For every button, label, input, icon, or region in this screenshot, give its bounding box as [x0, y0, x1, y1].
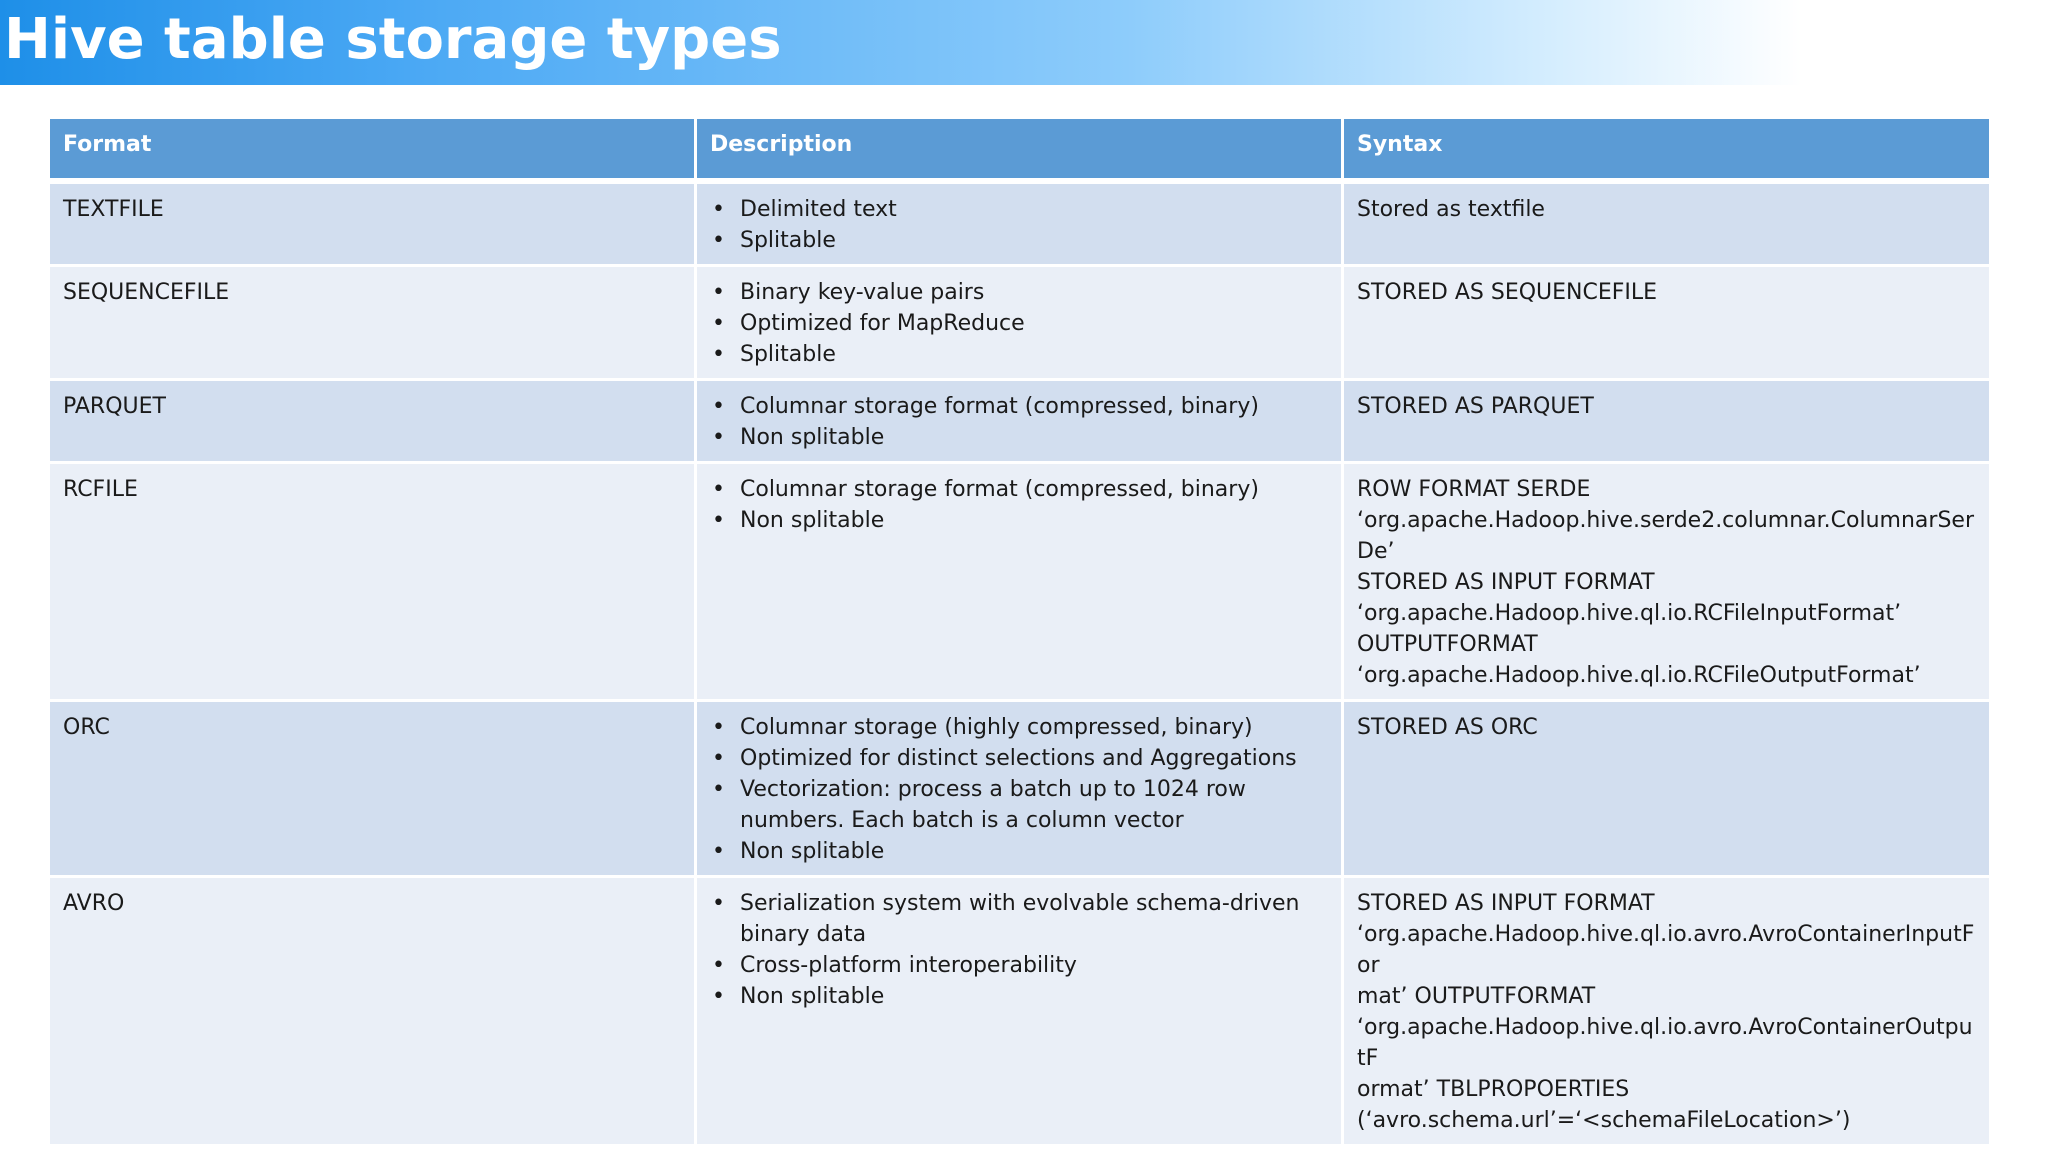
list-item: • Optimized for distinct selections and Aggregations — [710, 743, 1329, 774]
description-list — [710, 194, 1329, 256]
syntax-line: mat’ OUTPUTFORMAT — [1357, 984, 1596, 1009]
syntax-line: STORED AS SEQUENCEFILE — [1357, 280, 1658, 305]
syntax-cell — [1343, 380, 1991, 463]
list-item: • Columnar storage format (compressed, binary) — [710, 391, 1329, 422]
description-cell — [696, 877, 1343, 1146]
syntax-line: STORED AS INPUT FORMAT — [1357, 570, 1655, 595]
list-item: • Binary key-value pairs — [710, 277, 1329, 308]
description-list — [710, 712, 1329, 867]
list-item: • Serialization system with evolvable schema-driven binary data — [710, 888, 1329, 950]
description-list — [710, 888, 1329, 1012]
list-item: • Optimized for MapReduce — [710, 308, 1329, 339]
syntax-cell — [1343, 181, 1991, 266]
list-item: • Delimited text — [710, 194, 1329, 225]
syntax-line: ROW FORMAT SERDE — [1357, 477, 1591, 502]
description-cell — [696, 266, 1343, 380]
list-item: • Columnar storage (highly compressed, binary) — [710, 712, 1329, 743]
syntax-line: Stored as textfile — [1357, 197, 1545, 222]
description-list — [710, 474, 1329, 536]
list-item: • Non splitable — [710, 422, 1329, 453]
description-cell — [696, 380, 1343, 463]
list-item: • Non splitable — [710, 505, 1329, 536]
format-cell: ORC — [49, 701, 696, 877]
description-list — [710, 391, 1329, 453]
list-item: • Vectorization: process a batch up to 1024 row numbers. Each batch is a column vector — [710, 774, 1329, 836]
header-description: Description — [696, 118, 1343, 182]
syntax-line: ‘org.apache.Hadoop.hive.ql.io.avro.AvroContainerInputFor — [1357, 922, 1975, 978]
syntax-line: ‘org.apache.Hadoop.hive.serde2.columnar.ColumnarSerDe’ — [1357, 508, 1974, 564]
format-cell: TEXTFILE — [49, 181, 696, 266]
header-syntax: Syntax — [1343, 118, 1991, 182]
syntax-line: ‘org.apache.Hadoop.hive.ql.io.RCFileInputFormat’ — [1357, 601, 1902, 626]
format-cell: PARQUET — [49, 380, 696, 463]
description-cell — [696, 701, 1343, 877]
description-cell — [696, 181, 1343, 266]
table-row — [49, 877, 1991, 1146]
page-title: Hive table storage types — [4, 7, 782, 72]
description-list — [710, 277, 1329, 370]
storage-types-table — [47, 116, 1992, 1147]
list-item: • Non splitable — [710, 836, 1329, 867]
syntax-line: STORED AS ORC — [1357, 715, 1538, 740]
syntax-cell — [1343, 463, 1991, 701]
title-bar — [0, 0, 2048, 85]
syntax-cell — [1343, 877, 1991, 1146]
list-item: • Splitable — [710, 225, 1329, 256]
syntax-line: ormat’ TBLPROPOERTIES — [1357, 1077, 1630, 1102]
list-item: • Columnar storage format (compressed, binary) — [710, 474, 1329, 505]
syntax-line: ‘org.apache.Hadoop.hive.ql.io.avro.AvroContainerOutputF — [1357, 1015, 1973, 1071]
format-cell: RCFILE — [49, 463, 696, 701]
header-format: Format — [49, 118, 696, 182]
description-cell — [696, 463, 1343, 701]
syntax-line: OUTPUTFORMAT — [1357, 632, 1538, 657]
table-row — [49, 701, 1991, 877]
format-cell: SEQUENCEFILE — [49, 266, 696, 380]
list-item: • Non splitable — [710, 981, 1329, 1012]
table-header-row — [49, 118, 1991, 182]
table-row — [49, 380, 1991, 463]
format-cell: AVRO — [49, 877, 696, 1146]
syntax-cell — [1343, 266, 1991, 380]
table-row — [49, 181, 1991, 266]
syntax-line: (‘avro.schema.url’=‘<schemaFileLocation>’) — [1357, 1108, 1851, 1133]
syntax-cell — [1343, 701, 1991, 877]
table-row — [49, 266, 1991, 380]
syntax-line: ‘org.apache.Hadoop.hive.ql.io.RCFileOutputFormat’ — [1357, 663, 1921, 688]
list-item: • Cross-platform interoperability — [710, 950, 1329, 981]
table-row — [49, 463, 1991, 701]
syntax-line: STORED AS INPUT FORMAT — [1357, 891, 1655, 916]
list-item: • Splitable — [710, 339, 1329, 370]
syntax-line: STORED AS PARQUET — [1357, 394, 1594, 419]
